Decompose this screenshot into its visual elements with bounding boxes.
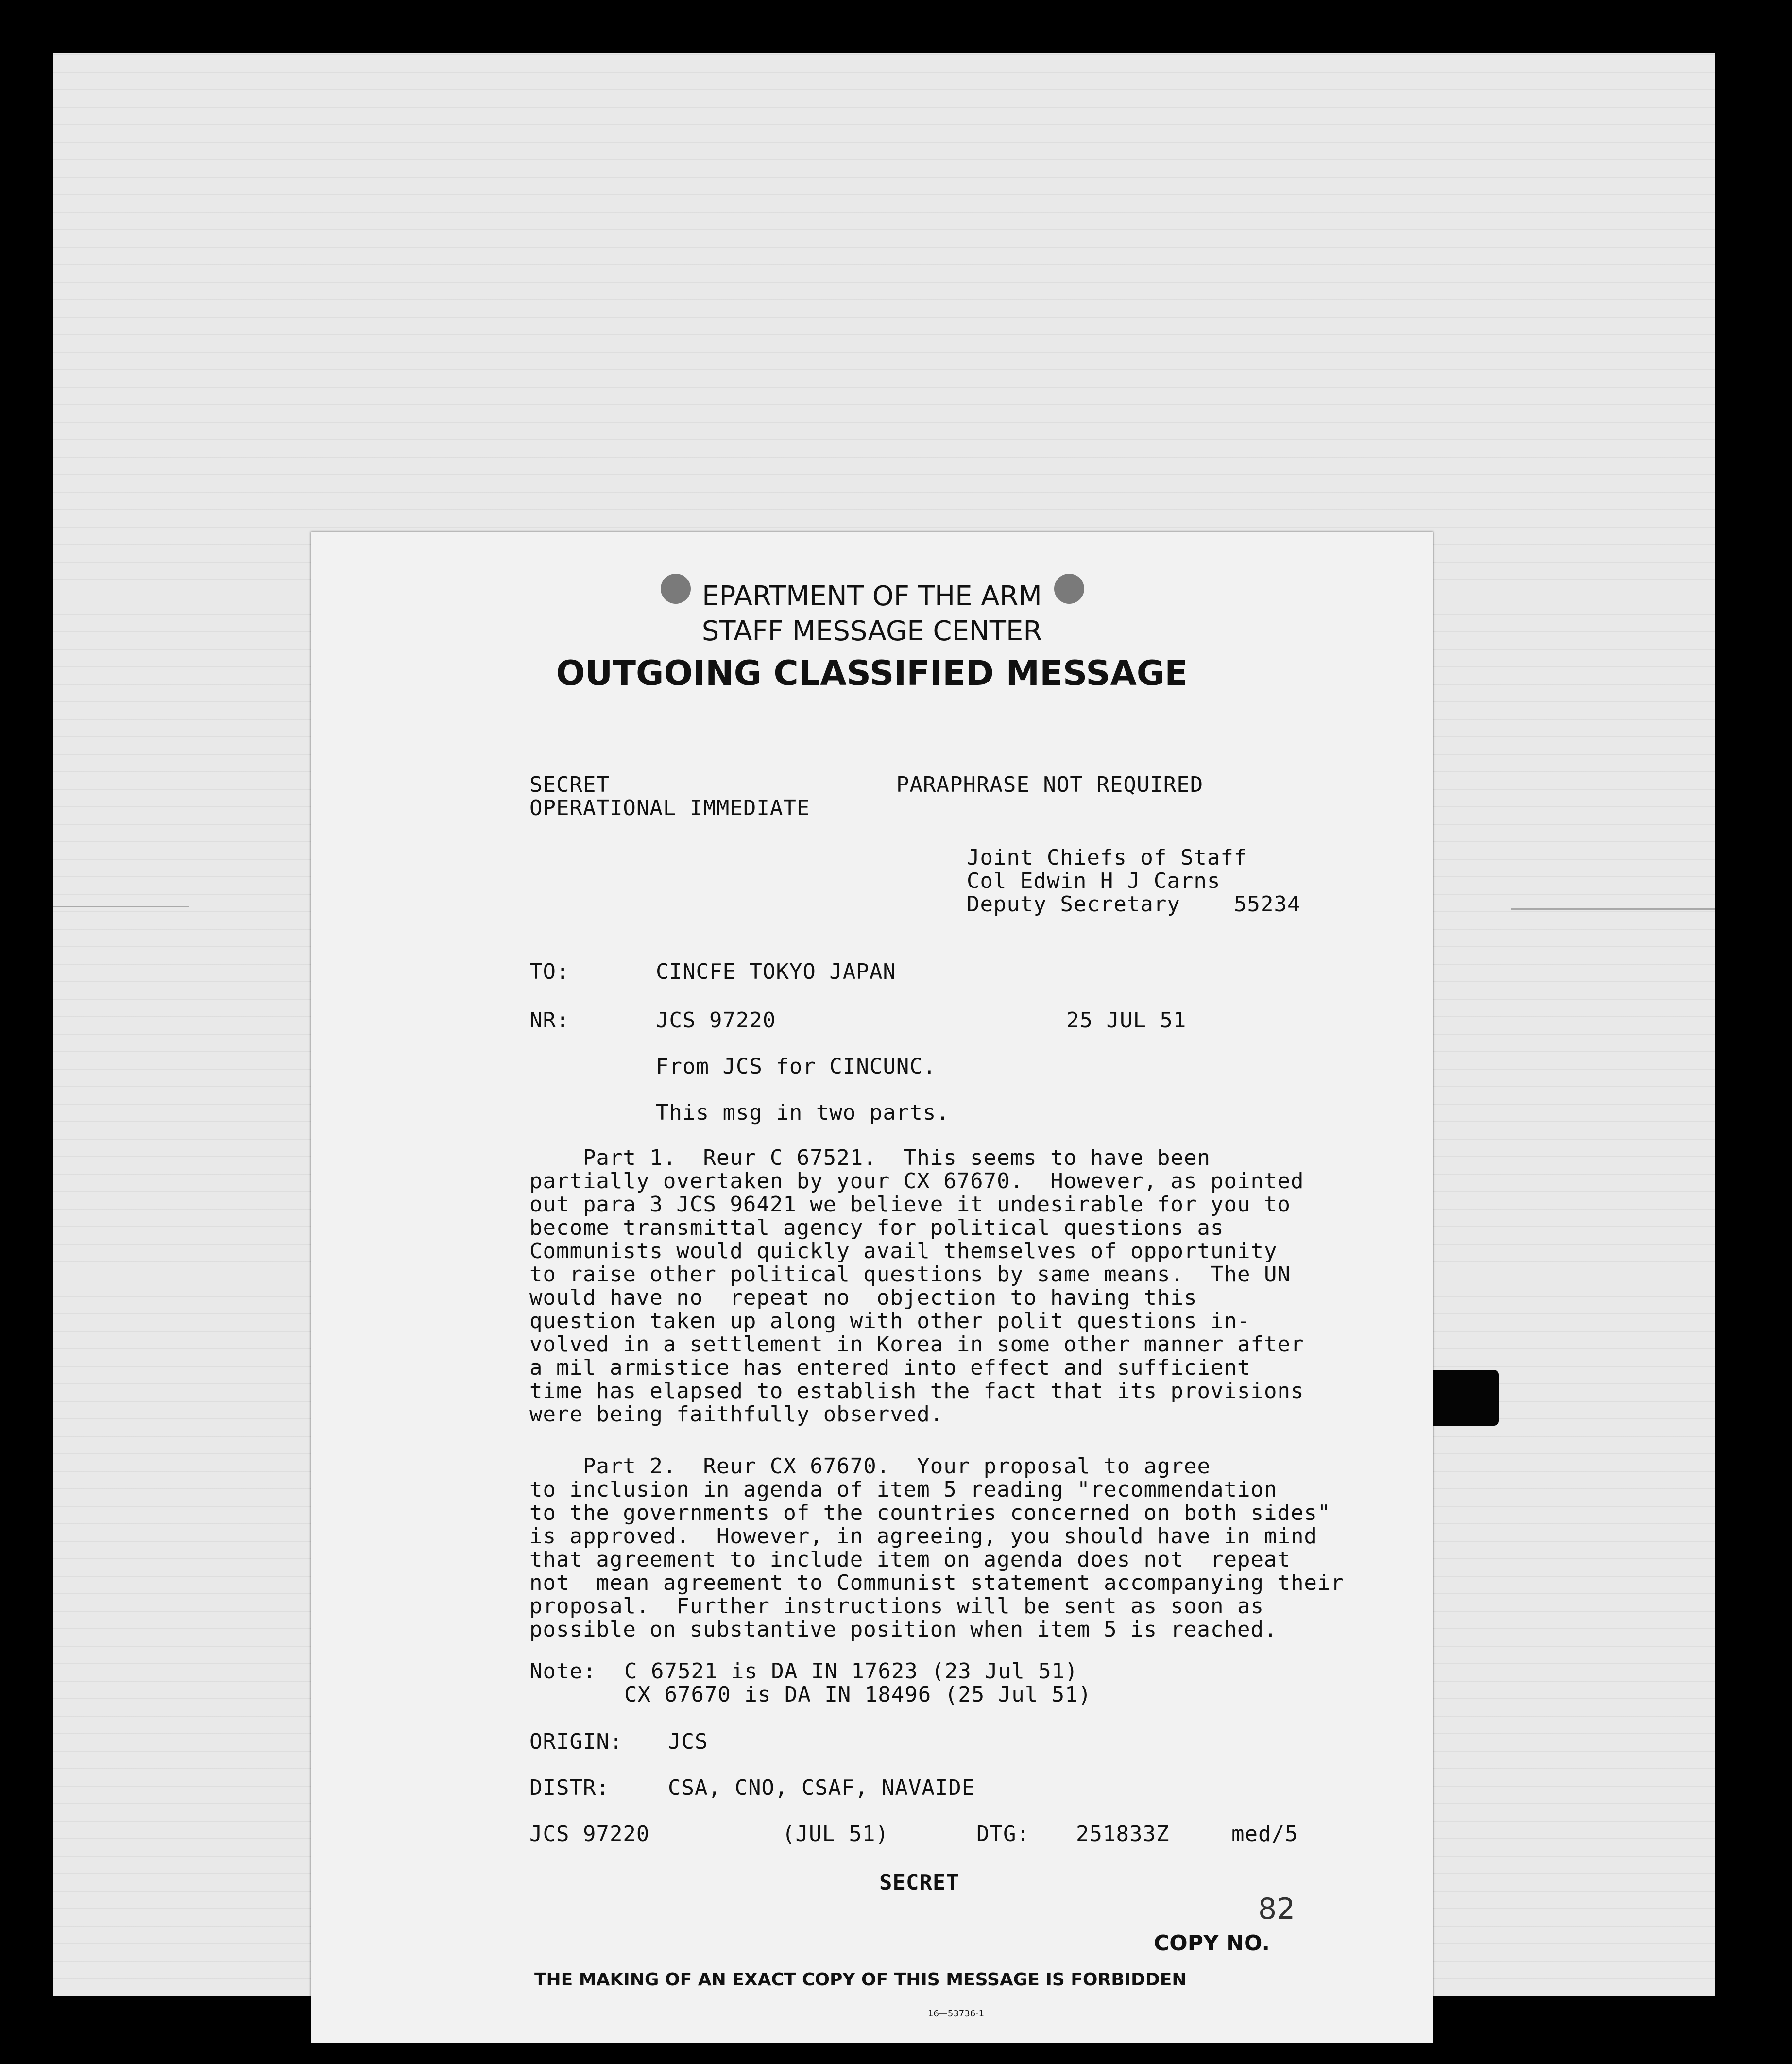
header-department: EPARTMENT OF THE ARM [702,580,1042,612]
sender-title: Deputy Secretary [967,892,1180,917]
part-1-body: Part 1. Reur C 67521. This seems to have been partially overtaken by your CX 67670. However, as pointed out para 3 JCS 96421 we believe it undesirable for you to become transmittal agency for political questions as Communists would quickly avail themselves of opportunity to raise other political questions by same means. The UN would have no repeat no objection to having this question taken up along with other polit questions in- volved in a settlement in Korea in some other manner after a mil armistice has entered into effect and sufficient time has elapsed to establish the fact that its provisions were being faithfully observed. [529,1145,1304,1427]
to-label: TO: [529,959,570,984]
note-label: Note: [529,1659,597,1684]
sender-org: Joint Chiefs of Staff [967,845,1247,870]
parts-line: This msg in two parts. [656,1100,950,1125]
dtg-label: DTG: [976,1822,1030,1846]
distr-label: DISTR: [529,1775,610,1800]
sender-extension: 55234 [1234,892,1301,917]
header-title: OUTGOING CLASSIFIED MESSAGE [556,653,1188,693]
distr-value: CSA, CNO, CSAF, NAVAIDE [668,1775,975,1800]
dtg-value: 251833Z [1076,1822,1170,1846]
origin-value: JCS [668,1729,708,1754]
from-line: From JCS for CINCUNC. [656,1054,937,1079]
scan-streak [53,906,189,907]
note-line-2: CX 67670 is DA IN 18496 (25 Jul 51) [624,1682,1092,1707]
footer-month: (JUL 51) [782,1822,889,1846]
scan-streak [1511,908,1715,910]
footer-reference: JCS 97220 [529,1822,650,1846]
copy-warning: THE MAKING OF AN EXACT COPY OF THIS MESSAGE IS FORBIDDEN [534,1970,1187,1990]
precedence: OPERATIONAL IMMEDIATE [529,796,810,820]
note-line-1: C 67521 is DA IN 17623 (23 Jul 51) [624,1659,1078,1684]
origin-label: ORIGIN: [529,1729,623,1754]
footer-initials: med/5 [1231,1822,1298,1846]
form-number: 16—53736-1 [928,2009,985,2019]
paraphrase-note: PARAPHRASE NOT REQUIRED [896,772,1204,797]
sender-name: Col Edwin H J Carns [967,869,1221,893]
message-form [311,532,1433,2043]
nr-value: JCS 97220 [656,1008,776,1033]
page-number: 82 [1258,1892,1296,1926]
part-2-body: Part 2. Reur CX 67670. Your proposal to agree to inclusion in agenda of item 5 reading "recommendation to the governments of the countries concerned on both sides" is approved. However, in agreeing, you should have in mind that agreement to include item on agenda does not repeat not mean agreement to Communist statement accompanying their proposal. Further instructions will be sent as soon as possible on substantive position when item 5 is reached. [529,1454,1344,1642]
classification-bottom: SECRET [879,1870,959,1895]
copy-number-label: COPY NO. [1154,1931,1270,1956]
nr-label: NR: [529,1008,570,1033]
message-date: 25 JUL 51 [1066,1008,1187,1033]
to-value: CINCFE TOKYO JAPAN [656,959,896,984]
header-message-center: STAFF MESSAGE CENTER [701,615,1042,647]
classification-top: SECRET [529,772,610,797]
